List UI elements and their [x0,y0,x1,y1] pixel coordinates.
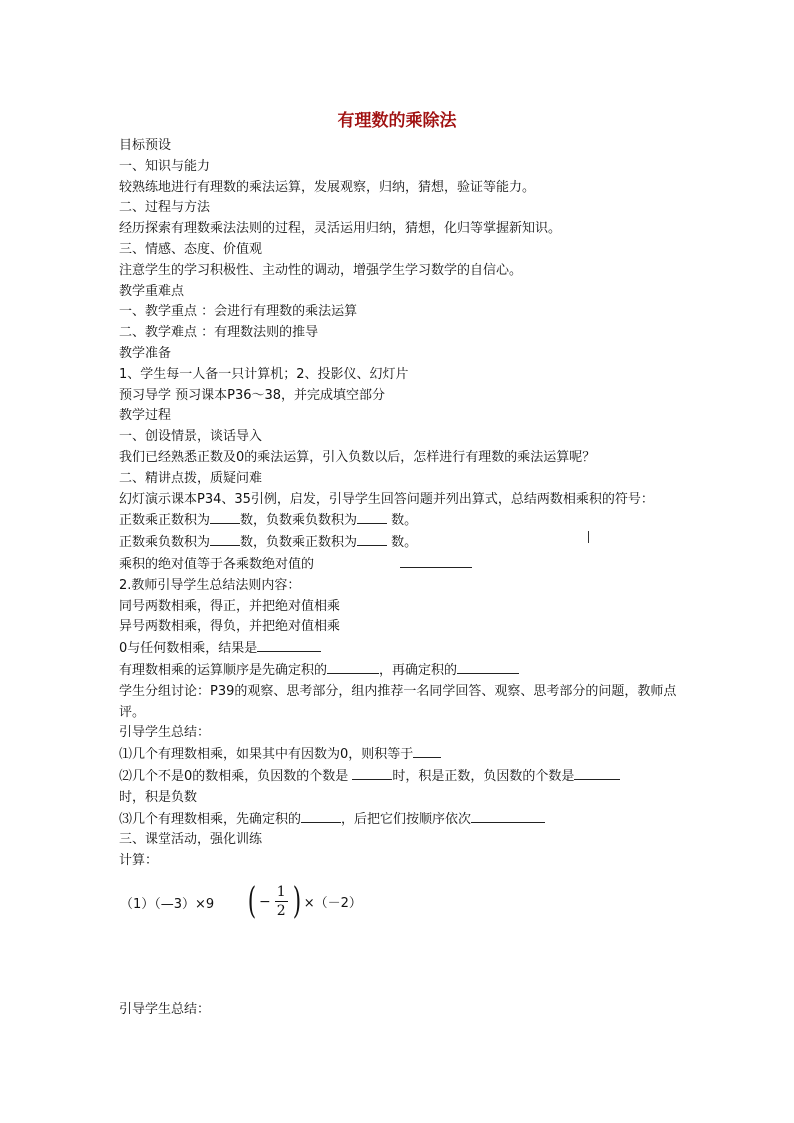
fraction-numerator: 1 [276,884,286,901]
section-process: 二、过程与方法 [119,200,211,216]
fill-rule2: ⑵几个不是0的数相乘，负因数的个数是 时，积是正数，负因数的个数是 [119,766,684,788]
math-expr-2 [245,880,362,924]
fill-blank[interactable] [413,744,441,758]
fill-blank[interactable] [210,510,240,524]
fill-blank[interactable] [357,510,387,524]
section-attitude: 三、情感、态度、价值观 [119,241,263,257]
left-paren-icon: ( [247,880,257,922]
section-activity: 三、课堂活动，强化训练 [119,832,263,848]
text-same-sign: 同号两数相乘，得正，并把绝对值相乘 [119,598,341,614]
text-difficulty: 二、教学难点 ：有理数法则的推导 [119,325,319,341]
fill-blank[interactable] [210,532,240,546]
text-preview: 预习导学 预习课本P36～38，并完成填空部分 [119,387,386,403]
text-attitude: 注意学生的学习积极性、主动性的调动，增强学生学习数学的自信心。 [119,262,523,278]
minus-sign: − [259,893,271,910]
fill-order: 有理数相乘的运算顺序是先确定积的 ，再确定积的 [119,660,684,682]
fill-blank[interactable] [301,809,341,823]
fill-blank[interactable] [400,554,472,568]
heading-key-points: 教学重难点 [119,283,185,299]
fill-zero-rule: 0与任何数相乘，结果是 [119,638,684,660]
fill-blank[interactable] [327,660,379,674]
math-expr-1: （1）（—3）×9 [120,896,215,912]
text-diff-sign: 异号两数相乘，得负，并把绝对值相乘 [119,619,341,635]
fill-blank[interactable] [352,766,392,780]
fill-pos-neg: 正数乘负数积为 数，负数乘正数积为 数。 [119,532,684,554]
fill-blank[interactable] [257,638,321,652]
text-summary-rules: 2.教师引导学生总结法则内容： [119,577,301,593]
text-guide-summary: 引导学生总结： [119,725,211,741]
fill-pos-pos: 正数乘正数积为 数，负数乘负数积为 数。 [119,510,684,532]
text-compute: 计算： [119,853,159,869]
section-explain: 二、精讲点拨，质疑问难 [119,470,263,486]
heading-process: 教学过程 [119,408,172,424]
text-final-summary: 引导学生总结： [119,1001,211,1017]
fill-rule1: ⑴几个有理数相乘，如果其中有因数为0，则积等于 [119,744,684,766]
document-body [119,136,684,1021]
math-exercises [119,880,684,936]
text-knowledge: 较熟练地进行有理数的乘法运算，发展观察，归纳，猜想，验证等能力。 [119,179,536,195]
fill-blank[interactable] [574,766,620,780]
text-intro: 我们已经熟悉正数及0的乘法运算，引入负数以后，怎样进行有理数的乘法运算呢？ [119,449,596,465]
heading-goals: 目标预设 [119,138,172,153]
fraction-denominator: 2 [276,903,286,920]
text-rule2-end: 时，积是负数 [119,789,198,805]
math-times-rest: ×（－2） [303,896,362,912]
fill-blank[interactable] [471,809,545,823]
section-intro: 一、创设情景，谈话导入 [119,429,263,445]
text-group-discuss: 学生分组讨论：P39的观察、思考部分，组内推荐一名同学回答、观察、思考部分的问题，教师点评。 [119,683,677,720]
page-title: 有理数的乘除法 [337,111,457,131]
fill-abs-value: 乘积的绝对值等于各乘数绝对值的 [119,554,684,576]
section-knowledge: 一、知识与能力 [119,158,211,174]
heading-preparation: 教学准备 [119,345,172,361]
fill-blank[interactable] [457,660,519,674]
text-slide-demo: 幻灯演示课本P34、35引例，启发，引导学生回答问题并列出算式，总结两数相乘积的符号： [119,491,654,507]
cursor-mark-icon [588,531,589,543]
right-paren-icon: ) [292,880,301,922]
fill-rule3: ⑶几个有理数相乘，先确定积的 ，后把它们按顺序依次 [119,809,684,831]
text-preparation: 1、学生每一人备一只计算机；2、投影仪、幻灯片 [119,366,409,382]
fill-blank[interactable] [357,532,387,546]
text-key-point: 一、教学重点 ：会进行有理数的乘法运算 [119,304,358,320]
fraction [275,883,288,920]
text-process: 经历探索有理数乘法法则的过程，灵活运用归纳，猜想，化归等掌握新知识。 [119,221,562,237]
